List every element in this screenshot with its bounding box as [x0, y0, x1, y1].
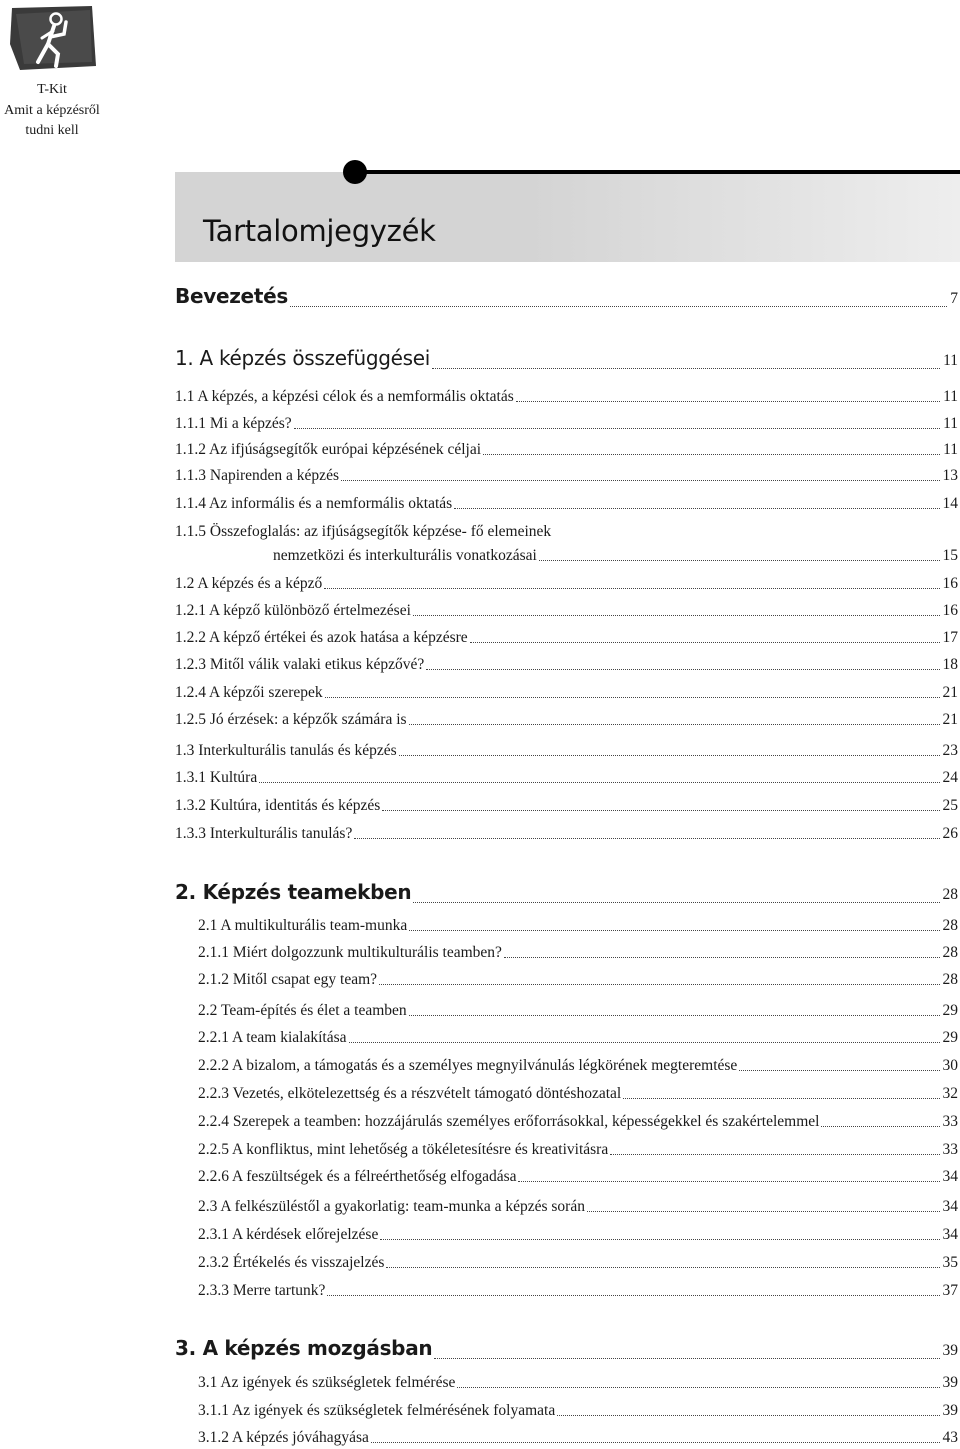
dot-leader — [371, 1441, 940, 1443]
dot-leader — [432, 367, 940, 369]
dot-leader — [380, 1238, 939, 1240]
dot-leader — [324, 587, 939, 589]
toc-page-number: 15 — [942, 547, 958, 564]
toc-entry-title: 2.2.4 Szerepek a teamben: hozzájárulás személyes erőforrásokkal, képességekkel és szakértelemmel — [198, 1113, 820, 1130]
dot-leader — [386, 1266, 939, 1268]
toc-entry[interactable] — [175, 440, 958, 460]
toc-page-number: 37 — [942, 1282, 958, 1299]
toc-page-number: 39 — [942, 1342, 958, 1359]
toc-entry-title: 1.2.4 A képzői szerepek — [175, 684, 323, 701]
toc-entry[interactable] — [175, 601, 958, 621]
toc-page-number: 26 — [942, 825, 958, 842]
toc-entry[interactable] — [175, 628, 958, 648]
toc-entry[interactable] — [198, 916, 958, 936]
dot-leader — [409, 1014, 940, 1016]
toc-page-number: 7 — [950, 290, 958, 307]
toc-entry-title: 1.1.3 Napirenden a képzés — [175, 467, 339, 484]
toc-entry[interactable] — [175, 710, 958, 730]
dot-leader — [426, 668, 939, 670]
toc-entry-title: 2.2.2 A bizalom, a támogatás és a személyes megnyilvánulás légkörének megteremtése — [198, 1057, 738, 1074]
caption-line-2: Amit a képzésről — [4, 102, 100, 118]
toc-page-number: 43 — [942, 1429, 958, 1446]
toc-entry[interactable] — [175, 414, 958, 434]
toc-page-number: 21 — [942, 684, 958, 701]
dot-leader — [470, 641, 940, 643]
toc-page-number: 29 — [942, 1029, 958, 1046]
toc-page-number: 17 — [942, 629, 958, 646]
toc-entry-title: 3. A képzés mozgásban — [175, 1336, 433, 1360]
dot-leader — [739, 1069, 939, 1071]
toc-entry-title: 2.3.1 A kérdések előrejelzése — [198, 1226, 379, 1243]
toc-entry-title: 2. Képzés teamekben — [175, 880, 412, 904]
toc-page-number: 11 — [943, 441, 958, 458]
toc-entry-title: 1.3 Interkulturális tanulás és képzés — [175, 742, 397, 759]
toc-entry[interactable] — [175, 574, 958, 594]
toc-entry[interactable] — [198, 1401, 958, 1421]
toc-page-number: 28 — [942, 886, 958, 903]
toc-page-number: 28 — [942, 944, 958, 961]
toc-entry[interactable] — [175, 345, 958, 374]
toc-page-number: 23 — [942, 742, 958, 759]
dot-leader — [413, 901, 939, 903]
toc-page-number: 34 — [942, 1198, 958, 1215]
toc-page-number: 11 — [943, 415, 958, 432]
toc-page-number: 34 — [942, 1168, 958, 1185]
toc-page-number: 16 — [942, 602, 958, 619]
dot-leader — [409, 723, 940, 725]
toc-entry-title: 3.1.2 A képzés jóváhagyása — [198, 1429, 369, 1446]
toc-entry[interactable] — [175, 683, 958, 703]
toc-page-number: 33 — [942, 1141, 958, 1158]
toc-entry[interactable] — [198, 970, 958, 990]
toc-page-number: 30 — [942, 1057, 958, 1074]
toc-entry-title: 3.1.1 Az igények és szükségletek felmérésének folyamata — [198, 1402, 556, 1419]
dot-leader — [413, 614, 940, 616]
dot-leader — [399, 754, 940, 756]
toc-entry[interactable] — [198, 943, 958, 963]
toc-page-number: 18 — [942, 656, 958, 673]
toc-entry[interactable] — [175, 741, 958, 761]
toc-entry-title: 1.1.2 Az ifjúságsegítők európai képzésének céljai — [175, 441, 482, 458]
toc-page-number: 13 — [942, 467, 958, 484]
toc-entry[interactable] — [198, 1281, 958, 1301]
toc-entry-title: 2.1.1 Miért dolgozzunk multikulturális teamben? — [198, 944, 502, 961]
dot-leader — [454, 507, 939, 509]
page-title: Tartalomjegyzék — [203, 214, 436, 248]
dot-leader — [539, 559, 940, 561]
toc-entry-title: 2.2 Team-építés és élet a teamben — [198, 1002, 407, 1019]
toc-entry[interactable] — [198, 1225, 958, 1245]
caption-line-3: tudni kell — [25, 123, 79, 138]
toc-page-number: 29 — [942, 1002, 958, 1019]
toc-entry[interactable] — [175, 1335, 958, 1364]
toc-page-number: 28 — [942, 971, 958, 988]
toc-page-number: 14 — [942, 495, 958, 512]
toc-entry-title: 1.2 A képzés és a képző — [175, 575, 323, 592]
dot-leader — [504, 956, 940, 958]
toc-page-number: 34 — [942, 1226, 958, 1243]
toc-entry[interactable] — [175, 796, 958, 816]
toc-entry-title: 2.2.5 A konfliktus, mint lehetőség a tökéletesítésre és kreativitásra — [198, 1141, 609, 1158]
toc-page-number: 21 — [942, 711, 958, 728]
dot-leader — [409, 929, 939, 931]
toc-page-number: 35 — [942, 1254, 958, 1271]
toc-page-number: 39 — [942, 1374, 958, 1391]
toc-entry[interactable] — [175, 879, 958, 908]
dot-leader — [587, 1210, 940, 1212]
toc-entry-title: 2.2.6 A feszültségek és a félreérthetőség elfogadása — [198, 1168, 517, 1185]
toc-entry[interactable] — [198, 1084, 958, 1104]
dot-leader — [259, 781, 939, 783]
toc-entry[interactable] — [198, 1112, 958, 1132]
toc-entry[interactable] — [175, 522, 958, 542]
toc-page-number: 11 — [943, 388, 958, 405]
toc-entry[interactable] — [198, 1001, 958, 1021]
toc-entry[interactable] — [198, 1140, 958, 1160]
dot-leader — [483, 453, 940, 455]
toc-entry[interactable] — [175, 494, 958, 514]
toc-entry[interactable] — [198, 1253, 958, 1273]
toc-entry[interactable] — [198, 1197, 958, 1217]
dot-leader — [349, 1041, 940, 1043]
dot-leader — [623, 1097, 939, 1099]
dot-leader — [821, 1125, 939, 1127]
toc-entry-title: 1.3.3 Interkulturális tanulás? — [175, 825, 353, 842]
dot-leader — [434, 1357, 939, 1359]
toc-entry-title: 1.3.1 Kultúra — [175, 769, 258, 786]
toc-entry-title: 2.3 A felkészüléstől a gyakorlatig: team-munka a képzés során — [198, 1198, 585, 1215]
toc-entry-title: 1.1 A képzés, a képzési célok és a nemformális oktatás — [175, 388, 514, 405]
dot-leader — [382, 809, 939, 811]
toc-entry[interactable] — [175, 283, 958, 312]
toc-entry-title: 1.2.1 A képző különböző értelmezései — [175, 602, 411, 619]
toc-entry[interactable] — [273, 546, 958, 566]
toc-entry[interactable] — [175, 655, 958, 675]
toc-page-number: 11 — [943, 352, 958, 369]
dot-leader — [516, 400, 940, 402]
toc-entry-title: 3.1 Az igények és szükségletek felmérése — [198, 1374, 456, 1391]
toc-entry[interactable] — [198, 1056, 958, 1076]
caption-line-1: T-Kit — [37, 82, 67, 97]
toc-entry-title: 2.2.1 A team kialakítása — [198, 1029, 347, 1046]
toc-page-number: 32 — [942, 1085, 958, 1102]
dot-leader — [290, 305, 947, 307]
toc-entry-title: 1.1.5 Összefoglalás: az ifjúságsegítők képzése- fő elemeinek — [175, 523, 552, 540]
toc-entry-title: 2.1 A multikulturális team-munka — [198, 917, 408, 934]
dot-leader — [379, 983, 939, 985]
dot-leader — [557, 1414, 939, 1416]
toc-entry[interactable] — [198, 1167, 958, 1187]
toc-entry[interactable] — [175, 824, 958, 844]
toc-entry-title: 1. A képzés összefüggései — [175, 346, 431, 370]
toc-page-number: 28 — [942, 917, 958, 934]
dot-leader — [457, 1386, 939, 1388]
toc-entry-title: 1.3.2 Kultúra, identitás és képzés — [175, 797, 381, 814]
toc-page-number: 39 — [942, 1402, 958, 1419]
toc-entry-title: nemzetközi és interkulturális vonatkozásai — [273, 547, 537, 564]
toc-entry[interactable] — [198, 1373, 958, 1393]
toc-page-number: 24 — [942, 769, 958, 786]
toc-entry[interactable] — [175, 387, 958, 407]
toc-entry[interactable] — [198, 1428, 958, 1448]
toc-entry-title: 1.1.1 Mi a képzés? — [175, 415, 292, 432]
toc-page-number: 25 — [942, 797, 958, 814]
dot-leader — [294, 427, 940, 429]
toc-entry-title: 1.2.3 Mitől válik valaki etikus képzővé? — [175, 656, 425, 673]
toc-entry[interactable] — [175, 768, 958, 788]
toc-entry-title: Bevezetés — [175, 284, 288, 308]
toc-entry-title: 2.3.3 Merre tartunk? — [198, 1282, 326, 1299]
dot-leader — [518, 1180, 939, 1182]
toc-entry-title: 1.2.2 A képző értékei és azok hatása a képzésre — [175, 629, 468, 646]
dot-leader — [610, 1153, 939, 1155]
toc-entry[interactable] — [175, 466, 958, 486]
toc-page-number: 33 — [942, 1113, 958, 1130]
dot-leader — [354, 837, 939, 839]
toc-page-number: 16 — [942, 575, 958, 592]
toc-entry-title: 2.2.3 Vezetés, elkötelezettség és a részvételt támogató döntéshozatal — [198, 1085, 622, 1102]
dot-leader — [327, 1294, 939, 1296]
dot-leader — [341, 479, 940, 481]
toc-entry-title: 1.1.4 Az informális és a nemformális oktatás — [175, 495, 453, 512]
dot-leader — [325, 696, 940, 698]
toc-entry-title: 2.1.2 Mitől csapat egy team? — [198, 971, 378, 988]
toc-entry[interactable] — [198, 1028, 958, 1048]
toc-entry-title: 1.2.5 Jó érzések: a képzők számára is — [175, 711, 407, 728]
toc-entry-title: 2.3.2 Értékelés és visszajelzés — [198, 1254, 385, 1271]
